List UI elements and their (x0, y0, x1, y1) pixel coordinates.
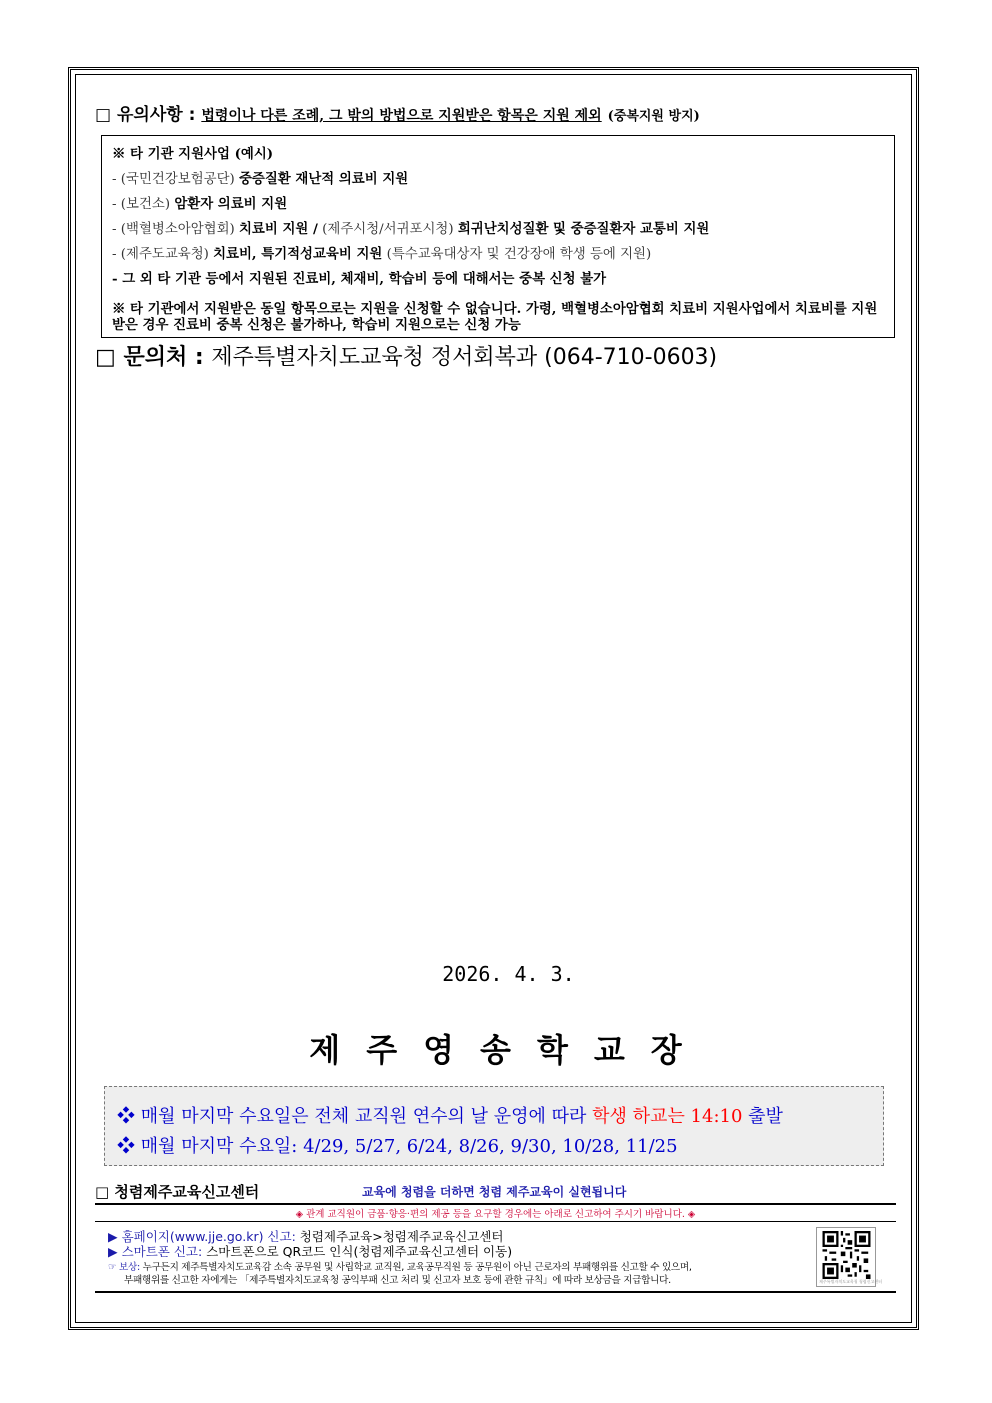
divider (95, 1291, 896, 1293)
contact-checkbox: □ (95, 345, 116, 370)
example-item: - (보건소) 암환자 의료비 지원 (112, 196, 288, 212)
example-item: - (백혈병소아암협회) 치료비 지원 / (제주시청/서귀포시청) 희귀난치성질환 및 중증질환자 교통비 지원 (112, 221, 710, 237)
divider (95, 1221, 896, 1222)
examples-box (101, 135, 895, 338)
contact-line (95, 340, 717, 371)
report-caption: ◈ 관계 교직원이 금품·향응·편의 제공 등을 요구할 경우에는 아래로 신고하여 주시기 바랍니다. ◈ (295, 1209, 696, 1220)
notice-checkbox: □ (95, 105, 112, 125)
notice-label: 유의사항 : (116, 105, 196, 125)
divider (95, 1203, 896, 1205)
banner-line-1: ❖ 매월 마지막 수요일은 전체 교직원 연수의 날 운영에 따라 학생 하교는 14:10 출발 (117, 1106, 783, 1127)
examples-note: ※ 타 기관에서 지원받은 동일 항목으로는 지원을 신청할 수 없습니다. 가령, 백혈병소아암협회 치료비 지원사업에서 치료비를 지원받은 경우 진료비 중복 신청은 불가하나, 학습비 지원으로는 신청 가능 (112, 301, 878, 333)
example-item: - (제주도교육청) 치료비, 특기적성교육비 지원 (특수교육대상자 및 건강장애 학생 등에 지원) (112, 246, 652, 262)
qr-code-icon[interactable] (816, 1227, 883, 1287)
dismissal-time: 학생 하교는 14:10 (592, 1106, 743, 1127)
notice-text: 법령이나 다른 조례, 그 밖의 방법으로 지원받은 항목은 지원 제외 (201, 108, 602, 124)
notice-paren: (중복지원 방지) (607, 109, 700, 124)
report-homepage: ▶ 홈페이지(www.jje.go.kr) 신고: 청렴제주교육>청렴제주교육신고센터 (108, 1229, 504, 1244)
report-reward-2: 부패행위를 신고한 자에게는 「제주특별자치도교육청 공익부패 신고 처리 및 신고자 보호 등에 관한 규칙」에 따라 보상금을 지급합니다. (124, 1275, 671, 1286)
examples-header: ※ 타 기관 지원사업 (예시) (112, 146, 274, 162)
diamond-bullet-icon: ❖ (117, 1106, 135, 1127)
contact-text: 제주특별자치도교육청 정서회복과 (064-710-0603) (211, 345, 718, 370)
notice-banner (104, 1086, 884, 1166)
document-date: 2026. 4. 3. (442, 962, 575, 986)
notice-heading (95, 100, 700, 125)
contact-label: 문의처 : (123, 345, 204, 370)
examples-others: - 그 외 타 기관 등에서 지원된 진료비, 체재비, 학습비 등에 대해서는 중복 신청 불가 (112, 271, 607, 287)
school-principal: 제주영송학교장 (309, 1031, 708, 1069)
report-center-title: □ 청렴제주교육신고센터 (95, 1183, 260, 1201)
report-smartphone: ▶ 스마트폰 신고: 스마트폰으로 QR코드 인식(청렴제주교육신고센터 이동) (108, 1244, 513, 1259)
banner-line-2: ❖ 매월 마지막 수요일: 4/29, 5/27, 6/24, 8/26, 9/30, 10/28, 11/25 (117, 1136, 678, 1157)
diamond-bullet-icon: ❖ (117, 1136, 135, 1157)
report-reward: ☞ 보상: 누구든지 제주특별자치도교육감 소속 공무원 및 사립학교 교직원, 교육공무직원 등 공무원이 아닌 근로자의 부패행위를 신고할 수 있으며, (108, 1262, 692, 1273)
report-slogan: 교육에 청렴을 더하면 청렴 제주교육이 실현됩니다 (362, 1185, 627, 1199)
example-item: - (국민건강보험공단) 중증질환 재난적 의료비 지원 (112, 171, 409, 187)
qr-caption: 제주특별자치도교육청 청렴신고센터 (819, 1279, 883, 1284)
qr-code-graphic (821, 1231, 872, 1279)
